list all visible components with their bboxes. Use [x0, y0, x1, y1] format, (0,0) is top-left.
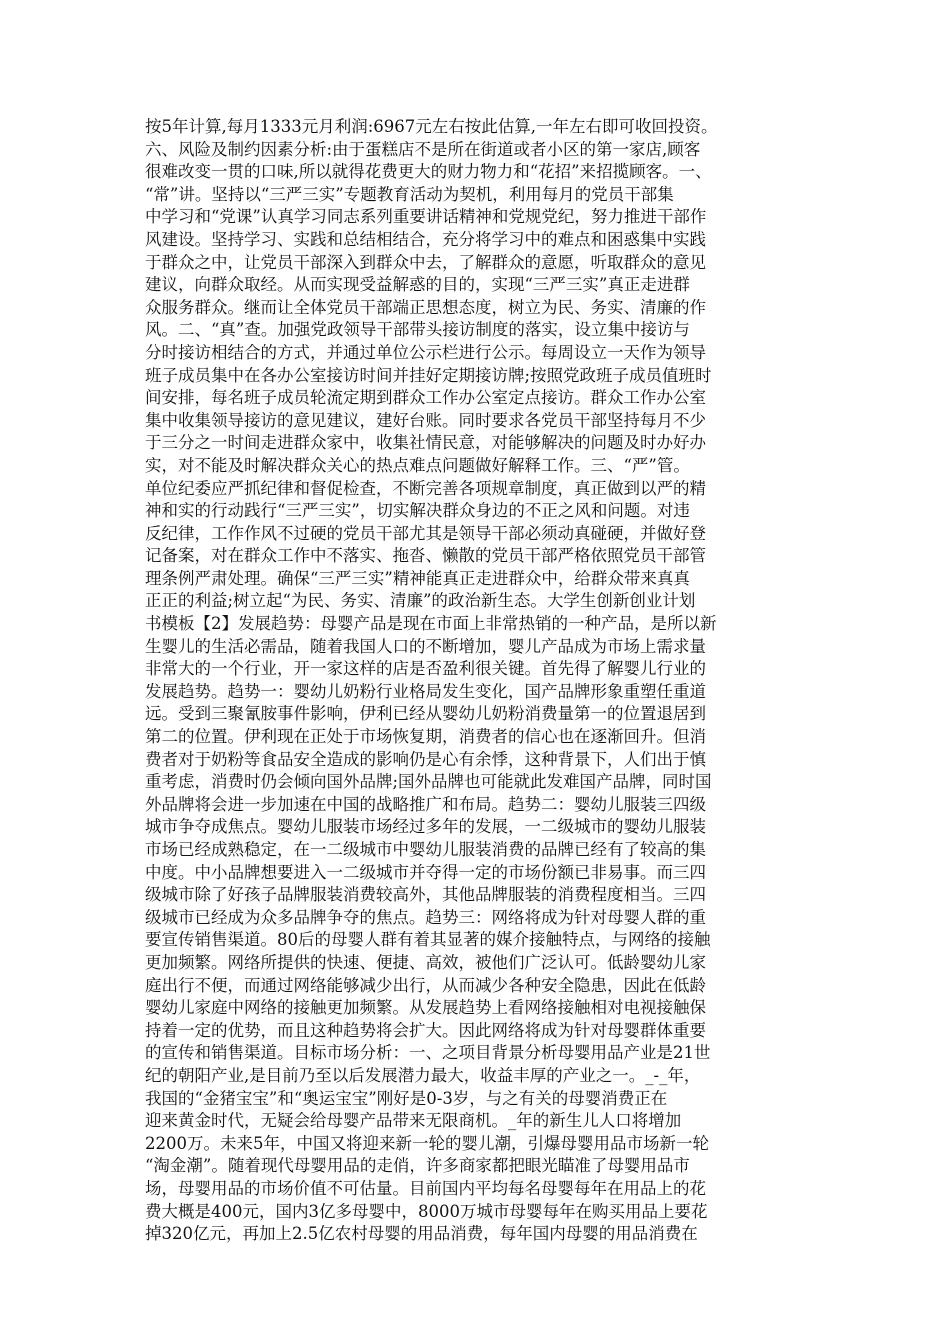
- text-line: 分时接访相结合的方式，并通过单位公示栏进行公示。每周设立一天作为领导: [145, 342, 706, 362]
- text-line: 于群众之中，让党员干部深入到群众中去，了解群众的意愿，听取群众的意见: [145, 252, 706, 272]
- text-line: 六、风险及制约因素分析:由于蛋糕店不是所在街道或者小区的第一家店,顾客: [145, 139, 701, 159]
- text-line: 间安排，每名班子成员轮流定期到群众工作办公室定点接访。群众工作办公室: [145, 388, 706, 408]
- text-line: 更加频繁。网络所提供的快速、便捷、高效，被他们广泛认可。低龄婴幼儿家: [145, 952, 706, 972]
- text-line: 风建设。坚持学习、实践和总结相结合，充分将学习中的难点和困惑集中实践: [145, 229, 706, 249]
- text-line: 单位纪委应严抓纪律和督促检查，不断完善各项规章制度，真正做到以严的精: [145, 478, 706, 498]
- document-body: [145, 116, 817, 1246]
- text-line: 按5年计算,每月1333元月利润:6967元左右按此估算,一年左右即可收回投资。: [145, 117, 718, 136]
- text-line: 非常大的一个行业，开一家这样的店是否盈利很关键。首先得了解婴儿行业的: [145, 659, 706, 679]
- text-line: 书模板【2】发展趋势：母婴产品是现在市面上非常热销的一种产品，是所以新: [145, 614, 717, 634]
- text-line: 风。二、“真”查。加强党政领导干部带头接访制度的落实，设立集中接访与: [145, 320, 690, 340]
- text-line: 众服务群众。继而让全体党员干部端正思想态度，树立为民、务实、清廉的作: [145, 297, 706, 317]
- text-line: 庭出行不便，而通过网络能够减少出行，从而减少各种安全隐患，因此在低龄: [145, 975, 706, 995]
- text-line: 实，对不能及时解决群众关心的热点难点问题做好解释工作。三、“严”管。: [145, 455, 690, 475]
- text-line: 神和实的行动践行“三严三实”，切实解决群众身边的不正之风和问题。对违: [145, 501, 690, 521]
- text-line: 市场已经成熟稳定，在一二级城市中婴幼儿服装消费的品牌已经有了较高的集: [145, 840, 706, 859]
- text-line: 的宣传和销售渠道。目标市场分析：一、之项目背景分析母婴用品产业是21世: [145, 1043, 711, 1063]
- text-line: 远。受到三聚氰胺事件影响，伊利已经从婴幼儿奶粉消费量第一的位置退居到: [145, 704, 706, 724]
- text-line: 重考虑，消费时仍会倾向国外品牌;国外品牌也可能就此发难国产品牌，同时国: [145, 772, 712, 792]
- text-line: 纪的朝阳产业,是目前乃至以后发展潜力最大，收益丰厚的产业之一。_-_年，: [145, 1065, 701, 1085]
- text-line: 我国的“金猪宝宝”和“奥运宝宝”刚好是0-3岁，与之有关的母婴消费正在: [145, 1088, 668, 1108]
- text-line: 迎来黄金时代，无疑会给母婴产品带来无限商机。_年的新生儿人口将增加: [145, 1111, 682, 1131]
- text-line: 记备案，对在群众工作中不落实、拖沓、懒散的党员干部严格依照党员干部管: [145, 546, 706, 566]
- text-line: 外品牌将会进一步加速在中国的战略推广和布局。趋势二：婴幼儿服装三四级: [145, 794, 706, 814]
- text-line: 第二的位置。伊利现在正处于市场恢复期，消费者的信心也在逐渐回升。但消: [145, 727, 706, 747]
- text-line: 费者对于奶粉等食品安全造成的影响仍是心有余悸，这种背景下，人们出于慎: [145, 749, 706, 769]
- text-line: 正正的利益;树立起“为民、务实、清廉”的政治新生态。大学生创新创业计划: [145, 591, 696, 611]
- text-line: 理条例严肃处理。确保“三严三实”精神能真正走进群众中，给群众带来真真: [145, 568, 690, 588]
- text-line: 集中收集领导接访的意见建议，建好台账。同时要求各党员干部坚持每月不少: [145, 410, 706, 430]
- text-line: 建议，向群众取经。从而实现受益解惑的目的，实现“三严三实”真正走进群: [145, 275, 690, 295]
- text-line: 于三分之一时间走进群众家中，收集社情民意，对能够解决的问题及时办好办: [145, 433, 706, 453]
- text-line: 级城市已经成为众多品牌争夺的焦点。趋势三：网络将成为针对母婴人群的重: [145, 907, 706, 927]
- text-line: 2200万。未来5年，中国又将迎来新一轮的婴儿潮，引爆母婴用品市场新一轮: [145, 1133, 709, 1153]
- text-line: 婴幼儿家庭中网络的接触更加频繁。从发展趋势上看网络接触相对电视接触保: [145, 998, 706, 1018]
- text-line: 很难改变一贯的口味,所以就得花费更大的财力物力和“花招”来招揽顾客。一、: [145, 162, 712, 182]
- text-line: 掉320亿元，再加上2.5亿农村母婴的用品消费，每年国内母婴的用品消费在: [145, 1224, 698, 1244]
- text-line: 持着一定的优势，而且这种趋势将会扩大。因此网络将成为针对母婴群体重要: [145, 1020, 706, 1040]
- text-line: 中度。中小品牌想要进入一二级城市并夺得一定的市场份额已非易事。而三四: [145, 862, 706, 882]
- text-line: 城市争夺成焦点。婴幼儿服装市场经过多年的发展，一二级城市的婴幼儿服装: [145, 817, 706, 837]
- text-line: “淘金潮”。随着现代母婴用品的走俏，许多商家都把眼光瞄准了母婴用品市: [145, 1156, 690, 1176]
- text-line: 生婴儿的生活必需品，随着我国人口的不断增加，婴儿产品成为市场上需求量: [145, 636, 706, 656]
- text-line: 班子成员集中在各办公室接访时间并挂好定期接访牌;按照党政班子成员值班时: [145, 365, 712, 385]
- text-line: 费大概是400元，国内3亿多母婴中，8000万城市母婴每年在购买用品上要花: [145, 1201, 708, 1221]
- text-line: 发展趋势。趋势一：婴幼儿奶粉行业格局发生变化，国产品牌形象重塑任重道: [145, 681, 706, 701]
- text-line: 中学习和“党课”认真学习同志系列重要讲话精神和党规党纪，努力推进干部作: [145, 207, 707, 227]
- text-line: 场，母婴用品的市场价值不可估量。目前国内平均每名母婴每年在用品上的花: [145, 1178, 706, 1198]
- text-line: 反纪律，工作作风不过硬的党员干部尤其是领导干部必须动真碰硬，并做好登: [145, 523, 706, 543]
- text-line: 要宣传销售渠道。80后的母婴人群有着其显著的媒介接触特点，与网络的接触: [145, 930, 711, 950]
- text-line: “常”讲。坚持以“三严三实”专题教育活动为契机，利用每月的党员干部集: [145, 184, 674, 204]
- text-line: 级城市除了好孩子品牌服装消费较高外，其他品牌服装的消费程度相当。三四: [145, 885, 706, 905]
